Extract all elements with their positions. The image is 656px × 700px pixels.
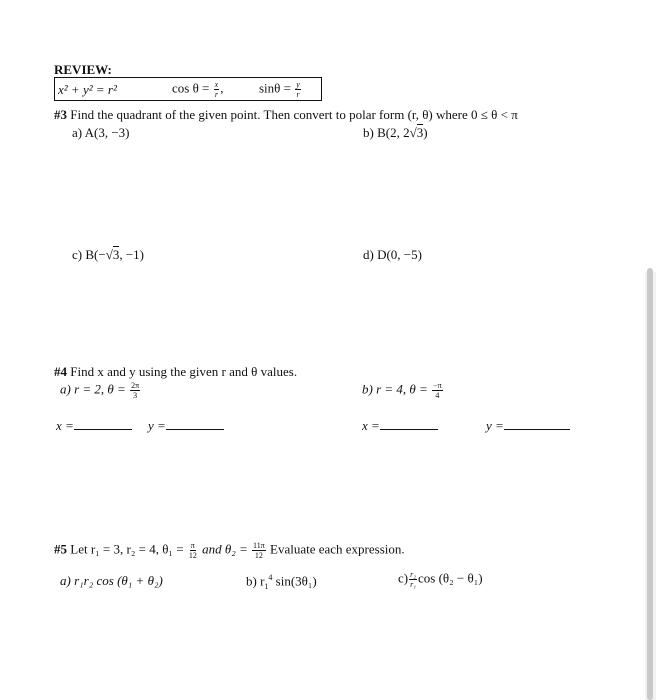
theta2-fraction bbox=[252, 541, 266, 560]
theta2-numerator: 11π bbox=[253, 541, 265, 550]
cos-denominator: r bbox=[214, 90, 218, 99]
q4-a-x-label: x = bbox=[56, 418, 74, 433]
q4-a-numerator: 2π bbox=[131, 381, 140, 390]
cos-label: cos θ = bbox=[172, 80, 210, 96]
review-formula-sin bbox=[259, 80, 302, 99]
q4-number: #4 bbox=[54, 364, 67, 379]
q3-part-d: d) D(0, −5) bbox=[363, 247, 422, 262]
q5-b-subscript: 1 bbox=[264, 581, 269, 591]
sin-label: sinθ = bbox=[259, 80, 291, 96]
q4-a-denominator: 3 bbox=[133, 391, 138, 400]
q5-prompt-mid: and θ₂ = bbox=[202, 541, 248, 557]
q4-b-numerator: −π bbox=[433, 381, 442, 390]
q5-prompt-post: Evaluate each expression. bbox=[270, 541, 405, 557]
theta2-denominator: 12 bbox=[254, 551, 263, 560]
q5-b-post: sin(3θ₁) bbox=[272, 573, 317, 589]
sin-numerator: y bbox=[296, 80, 300, 89]
q5-part-b bbox=[246, 573, 317, 591]
q3-b-suffix: ) bbox=[423, 125, 428, 140]
q4-b-denominator: 4 bbox=[435, 391, 440, 400]
q5-c-fraction bbox=[409, 570, 417, 589]
q3-b-prefix: b) B(2, 2 bbox=[363, 125, 410, 140]
q5-b-superscript: 4 bbox=[268, 573, 273, 582]
q5-prompt bbox=[54, 541, 405, 560]
q4-prompt-text: Find x and y using the given r and θ values. bbox=[70, 364, 298, 379]
q3-c-suffix: , −1) bbox=[119, 247, 144, 262]
cos-numerator: x bbox=[214, 80, 219, 89]
q3-c-radicand: 3 bbox=[112, 247, 120, 262]
q4-b-x-label: x = bbox=[362, 418, 380, 433]
q5-b-pre: b) r bbox=[246, 573, 265, 589]
q4-b-x-answer bbox=[362, 418, 438, 434]
q4-a-y-label: y = bbox=[148, 418, 166, 433]
q5-number: #5 bbox=[54, 541, 67, 557]
q5-part-c bbox=[398, 570, 483, 589]
sqrt-symbol: √ bbox=[409, 125, 417, 140]
q4-b-y-label: y = bbox=[486, 418, 504, 433]
sin-denominator: r bbox=[296, 90, 300, 99]
q4-b-fraction bbox=[432, 381, 443, 400]
review-formula-pythagorean: x² + y² = r² bbox=[58, 82, 117, 97]
q4-part-a bbox=[60, 381, 141, 400]
q3-number: #3 bbox=[54, 107, 67, 122]
sqrt-symbol: √ bbox=[105, 247, 113, 262]
answer-blank[interactable] bbox=[166, 419, 224, 430]
theta1-fraction bbox=[188, 541, 198, 560]
sin-fraction bbox=[295, 80, 301, 99]
q3-prompt bbox=[54, 107, 518, 123]
theta1-denominator: 12 bbox=[188, 551, 197, 560]
review-formula-cos bbox=[172, 80, 223, 99]
answer-blank[interactable] bbox=[380, 419, 438, 430]
theta1-numerator: π bbox=[190, 541, 195, 550]
cos-separator: , bbox=[220, 80, 224, 96]
q4-a-fraction bbox=[130, 381, 140, 400]
q4-prompt bbox=[54, 364, 297, 380]
scrollbar-thumb[interactable] bbox=[647, 268, 653, 700]
q4-a-y-answer bbox=[148, 418, 224, 434]
answer-blank[interactable] bbox=[74, 419, 132, 430]
review-heading: REVIEW: bbox=[54, 62, 112, 77]
q5-c-pre: c) bbox=[398, 570, 409, 586]
q4-b-y-answer bbox=[486, 418, 570, 434]
q5-prompt-pre: Let r₁ = 3, r₂ = 4, θ₁ = bbox=[70, 541, 184, 557]
q5-c-numerator: r₂ bbox=[410, 570, 417, 579]
answer-blank[interactable] bbox=[504, 419, 570, 430]
q5-c-post: cos (θ₂ − θ₁) bbox=[418, 570, 483, 586]
q3-part-b bbox=[363, 125, 428, 141]
q3-part-a: a) A(3, −3) bbox=[72, 125, 130, 140]
q5-part-a: a) r₁r₂ cos (θ₁ + θ₂) bbox=[60, 573, 163, 588]
q4-b-lhs: b) r = 4, θ = bbox=[362, 381, 428, 397]
q3-b-radicand: 3 bbox=[416, 125, 424, 140]
q4-a-x-answer bbox=[56, 418, 132, 434]
q3-prompt-text: Find the quadrant of the given point. Then convert to polar form (r, θ) where 0 ≤ θ < π bbox=[70, 107, 518, 122]
q4-a-lhs: a) r = 2, θ = bbox=[60, 381, 126, 397]
cos-fraction bbox=[214, 80, 220, 99]
q3-c-prefix: c) B(− bbox=[72, 247, 106, 262]
q5-c-denominator: r₁ bbox=[410, 580, 417, 589]
q4-part-b bbox=[362, 381, 444, 400]
q3-part-c bbox=[72, 247, 144, 263]
